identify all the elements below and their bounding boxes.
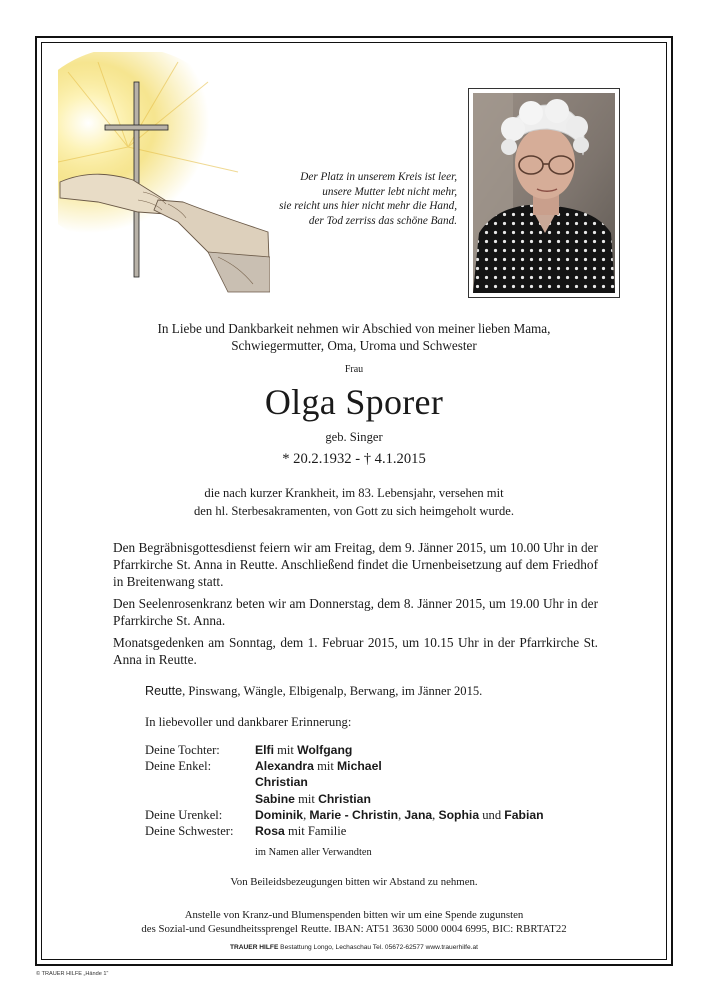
place-town: Reutte [145,684,183,698]
footer-brand: TRAUER HILFE [229,944,279,951]
family-names [255,743,352,758]
poem-line: Der Platz in unserem Kreis ist leer, [300,171,457,183]
donation-line: Anstelle von Kranz-und Blumenspenden bitten wir um eine Spende zugunsten [184,909,524,921]
rosary-paragraph: Den Seelenrosenkranz beten wir am Donnerstag, dem 8. Jänner 2015, um 19.00 Uhr in der Pfarrkirche St. Anna. [113,596,598,628]
poem [252,170,457,228]
person-name: Wolfgang [297,743,353,757]
person-name: Christian [318,791,371,806]
death-notice-line: die nach kurzer Krankheit, im 83. Lebensjahr, versehen mit [204,486,504,500]
person-name: Marie - Christin [309,807,399,822]
connector: mit [273,743,298,757]
family-names [255,792,371,807]
place-rest: , Pinswang, Wängle, Elbigenalp, Berwang, im Jänner 2015. [182,684,483,698]
condolence-note: Von Beileidsbezeugungen bitten wir Abstand zu nehmen. [230,876,478,888]
poem-line: unsere Mutter lebt nicht mehr, [322,185,457,198]
person-name: Alexandra [255,759,314,774]
donation-line: des Sozial-und Gesundheitssprengel Reutte. IBAN: AT51 3630 5000 0004 6995, BIC: RBRTAT22 [141,923,567,935]
funeral-paragraph: Den Begräbnisgottesdienst feiern wir am Freitag, dem 9. Jänner 2015, um 10.00 Uhr in der Pfarrkirche St. Anna in Reutte. Anschließend findet die Urnenbeisetzung auf dem Friedhof in Breitenwang statt. [113,540,598,589]
connector: mit Familie [284,823,347,838]
person-name: Sophia [438,807,480,822]
family-label: Deine Urenkel: [145,807,223,822]
family-label: Deine Enkel: [145,759,212,774]
connector: mit [313,759,338,774]
family-label: Deine Schwester: [145,823,234,838]
person-name: Christian [255,775,308,790]
salutation: Frau [344,364,364,375]
donation-note [44,908,664,936]
copyright-note: © TRAUER HILFE „Hände 1“ [36,971,109,977]
person-name: Fabian [504,807,544,822]
person-name: Dominik [255,807,304,822]
person-name: Sabine [255,791,295,806]
death-notice [44,484,664,520]
person-name: Rosa [255,823,285,838]
connector: , [303,807,310,822]
connector: und [479,807,505,822]
death-notice-line: den hl. Sterbesakramenten, von Gott zu sich heimgeholt wurde. [193,504,514,518]
portrait-photo [468,88,620,298]
poem-line: sie reicht uns hier nicht mehr die Hand, [279,200,457,213]
family-names [255,824,346,839]
connector: , [432,807,439,822]
family-names [255,775,308,790]
poem-line: der Tod zerriss das schöne Band. [308,214,457,227]
connector: , [398,807,405,822]
life-dates: * 20.2.1932 - † 4.1.2015 [282,451,426,467]
place-date [145,684,482,699]
portrait-icon [473,93,615,293]
deceased-name: Olga Sporer [264,382,444,422]
person-name: Elfi [255,743,274,757]
remembrance-line: In liebevoller und dankbarer Erinnerung: [145,715,352,729]
intro-line: Schwiegermutter, Oma, Uroma und Schwester [231,338,477,353]
footer [44,944,664,951]
person-name: Michael [337,759,382,774]
family-names [255,759,382,774]
monthly-mass-paragraph: Monatsgedenken am Sonntag, dem 1. Februar 2015, um 10.15 Uhr in der Pfarrkirche St. Anna in Reutte. [113,635,598,667]
relatives-line: im Namen aller Verwandten [255,847,372,858]
intro-text [44,320,664,354]
intro-line: In Liebe und Dankbarkeit nehmen wir Abschied von meiner lieben Mama, [157,321,551,336]
connector: mit [294,791,319,806]
cross-hands-illustration [58,52,270,300]
family-label: Deine Tochter: [145,743,220,757]
birth-name: geb. Singer [325,430,383,444]
footer-details: Bestattung Longo, Lechaschau Tel. 05672-62577 www.trauerhilfe.at [278,944,479,951]
family-names [255,808,544,823]
person-name: Jana [404,807,433,822]
